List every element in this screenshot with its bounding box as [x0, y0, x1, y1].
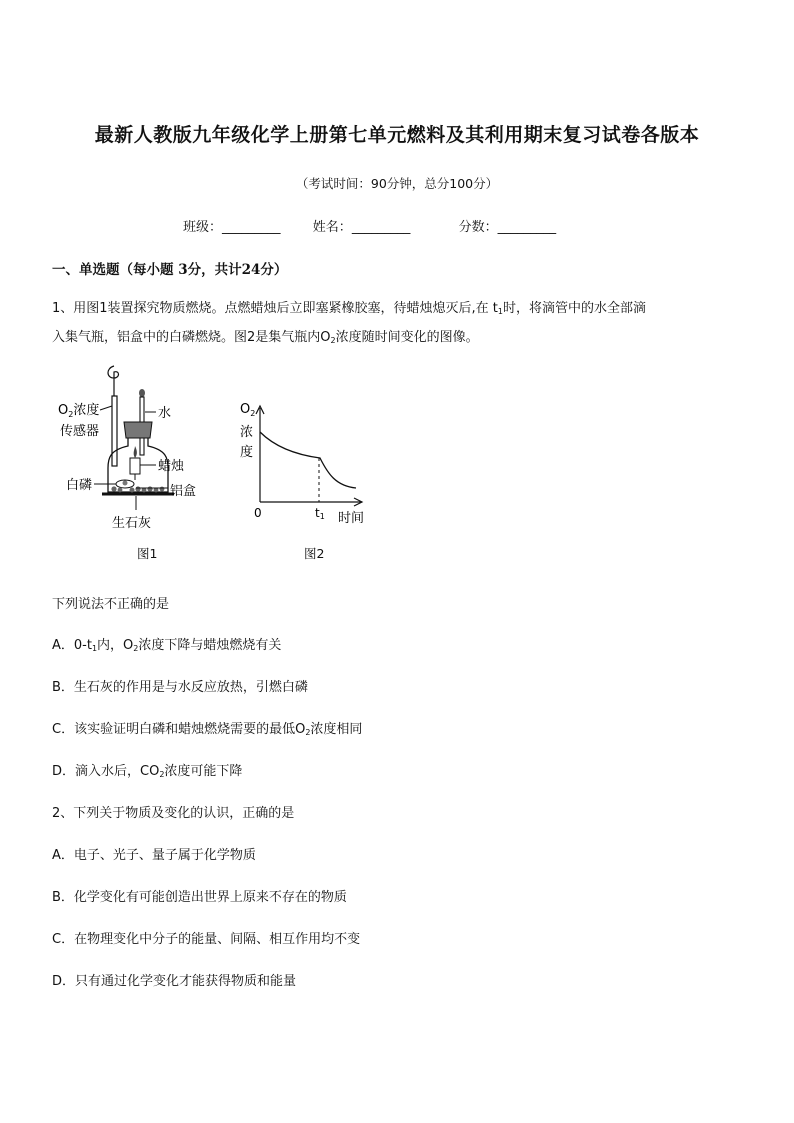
- name-blank[interactable]: _________: [351, 220, 411, 235]
- figure-1-caption: 图1: [137, 546, 158, 561]
- exam-info: （考试时间：90分钟，总分100分）: [295, 176, 499, 191]
- score-label: 分数：: [458, 220, 498, 235]
- fig2-y-label-2: 浓: [240, 425, 254, 440]
- figure-1-apparatus: [52, 362, 222, 542]
- q2-option-d[interactable]: D．只有通过化学变化才能获得物质和能量: [52, 974, 297, 989]
- q1-option-d[interactable]: D．滴入水后，$CO_2$浓度可能下降: [52, 764, 243, 779]
- q2-option-b[interactable]: B．化学变化有可能创造出世界上原来不存在的物质: [52, 890, 347, 905]
- section-heading: 一、单选题（每小题 3分，共计24分）: [52, 262, 288, 278]
- fig1-candle-label: 蜡烛: [158, 459, 185, 474]
- q1-option-c[interactable]: C．该实验证明白磷和蜡烛燃烧需要的最低$O_2$浓度相同: [52, 722, 363, 737]
- fig2-y-label: $O_2$: [240, 402, 256, 418]
- q2-option-a[interactable]: A．电子、光子、量子属于化学物质: [52, 848, 256, 863]
- class-blank[interactable]: _________: [222, 220, 281, 235]
- student-info-row: [183, 216, 556, 235]
- fig1-phosphorus-label: 白磷: [66, 478, 93, 493]
- question-1-stem: 1、用图1装置探究物质燃烧。点燃蜡烛后立即塞紧橡胶塞，待蜡烛熄灭后,在 $t_1$时，将滴管中的水全部滴 入集气瓶，铝盒中的白磷燃烧。图2是集气瓶内$O_2$浓度随时间变化的图像。: [52, 301, 647, 345]
- name-label: 姓名：: [312, 220, 352, 235]
- q1-option-a[interactable]: A．$0-t_1$内，$O_2$浓度下降与蜡烛燃烧有关: [52, 638, 282, 653]
- fig2-t1-label: t1: [315, 506, 325, 521]
- fig1-sensor-label-2: 传感器: [60, 424, 100, 439]
- q2-option-c[interactable]: C．在物理变化中分子的能量、间隔、相互作用均不变: [52, 932, 361, 947]
- question-1-prompt: 下列说法不正确的是: [52, 597, 170, 612]
- fig2-y-label-3: 度: [240, 445, 254, 460]
- fig2-origin-label: 0: [254, 506, 262, 520]
- fig1-quicklime-label: 生石灰: [112, 516, 152, 531]
- fig2-x-label: 时间: [338, 511, 365, 526]
- fig1-water-label: 水: [158, 406, 172, 421]
- class-label: 班级：: [183, 220, 223, 235]
- page-title: 最新人教版九年级化学上册第七单元燃料及其利用期末复习试卷各版本: [94, 124, 700, 146]
- figure-2-caption: 图2: [304, 546, 325, 561]
- q1-option-b[interactable]: B．生石灰的作用是与水反应放热，引燃白磷: [52, 680, 308, 695]
- question-2-stem: 2、下列关于物质及变化的认识，正确的是: [52, 806, 295, 821]
- o2-curve: [260, 432, 356, 488]
- fig1-sensor-label: $O_2$浓度: [58, 403, 100, 419]
- figure-2-graph: [232, 396, 372, 526]
- fig1-al-box-label: 铝盒: [170, 484, 197, 499]
- score-blank[interactable]: _________: [497, 220, 557, 235]
